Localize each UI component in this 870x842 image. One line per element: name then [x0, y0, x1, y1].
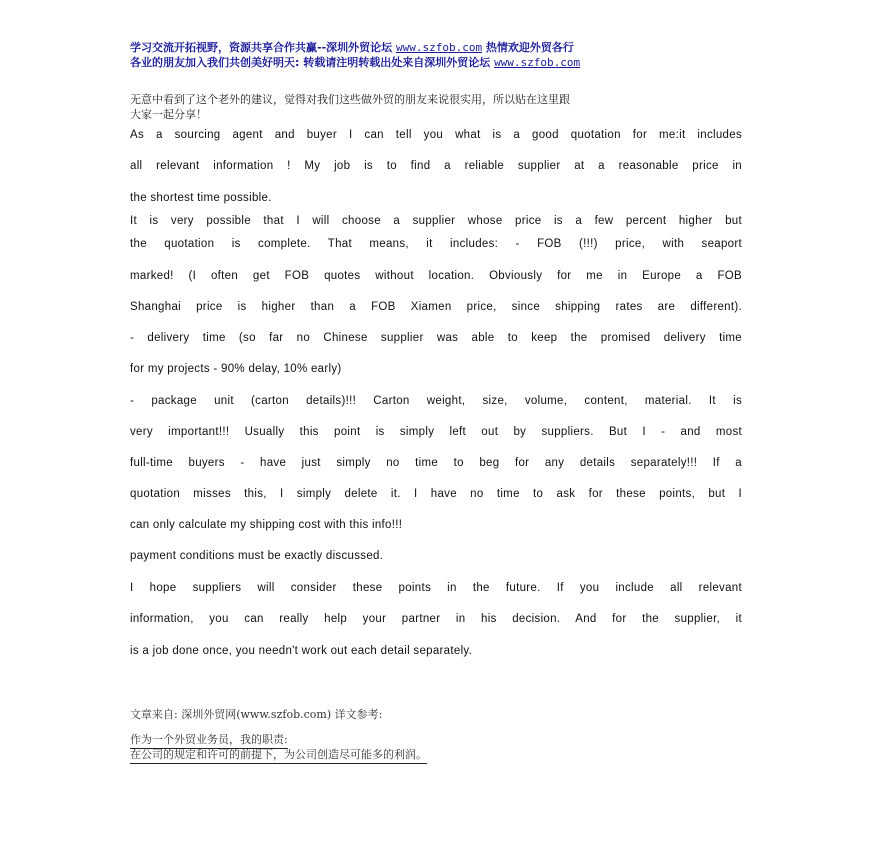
- body-line: for my projects - 90% delay, 10% early): [130, 363, 342, 375]
- body-line: As a sourcing agent and buyer I can tell you what is a good quotation for me:it includes: [130, 129, 742, 141]
- body-line: Shanghai price is higher than a FOB Xiamen price, since shipping rates are different).: [130, 301, 742, 313]
- header-text-2: 各业的朋友加入我们共创美好明天: 转载请注明转载出处来自深圳外贸论坛: [130, 56, 495, 69]
- body-line: It is very possible that I will choose a supplier whose price is a few percent higher but: [130, 215, 742, 227]
- footer-underlined-line-2: 在公司的规定和许可的前提下，为公司创造尽可能多的利润。: [130, 746, 427, 764]
- forum-link-2[interactable]: www.szfob.com: [494, 56, 581, 69]
- body-line: can only calculate my shipping cost with this info!!!: [130, 519, 403, 531]
- source-line: 文章来自: 深圳外贸网(www.szfob.com) 详文参考:: [130, 708, 383, 721]
- body-line: - package unit (carton details)!!! Carton weight, size, volume, content, material. It is: [130, 395, 742, 407]
- body-line: full-time buyers - have just simply no time to beg for any details separately!!! If a: [130, 457, 742, 469]
- header-text-1: 学习交流开拓视野，资源共享合作共赢--深圳外贸论坛: [130, 41, 396, 54]
- intro-paragraph: [130, 92, 750, 122]
- body-line: - delivery time (so far no Chinese supplier was able to keep the promised delivery time: [130, 332, 742, 344]
- body-line: all relevant information ! My job is to find a reliable supplier at a reasonable price in: [130, 160, 742, 172]
- footer-underlined-line-1: 作为一个外贸业务员，我的职责:: [130, 731, 288, 749]
- forum-link-1[interactable]: www.szfob.com: [395, 41, 483, 54]
- body-line: information, you can really help your partner in his decision. And for the supplier, it: [130, 613, 742, 625]
- body-line: quotation misses this, I simply delete it. I have no time to ask for these points, but I: [130, 488, 742, 500]
- body-line: is a job done once, you needn't work out each detail separately.: [130, 645, 473, 657]
- site-header: [130, 40, 750, 70]
- header-tail-1: 热情欢迎外贸各行: [482, 41, 574, 54]
- header-line-2: [130, 55, 750, 70]
- body-line: the shortest time possible.: [130, 192, 272, 204]
- intro-line-2: 大家一起分享！: [130, 108, 207, 121]
- body-line: payment conditions must be exactly discussed.: [130, 550, 384, 562]
- body-line: I hope suppliers will consider these points in the future. If you include all relevant: [130, 582, 742, 594]
- header-line-1: [130, 40, 750, 55]
- body-line: very important!!! Usually this point is simply left out by suppliers. But I - and most: [130, 426, 742, 438]
- body-line: the quotation is complete. That means, it includes: - FOB (!!!) price, with seaport: [130, 238, 742, 250]
- body-line: marked! (I often get FOB quotes without location. Obviously for me in Europe a FOB: [130, 270, 742, 282]
- intro-line-1: 无意中看到了这个老外的建议，觉得对我们这些做外贸的朋友来说很实用，所以贴在这里跟: [130, 93, 570, 106]
